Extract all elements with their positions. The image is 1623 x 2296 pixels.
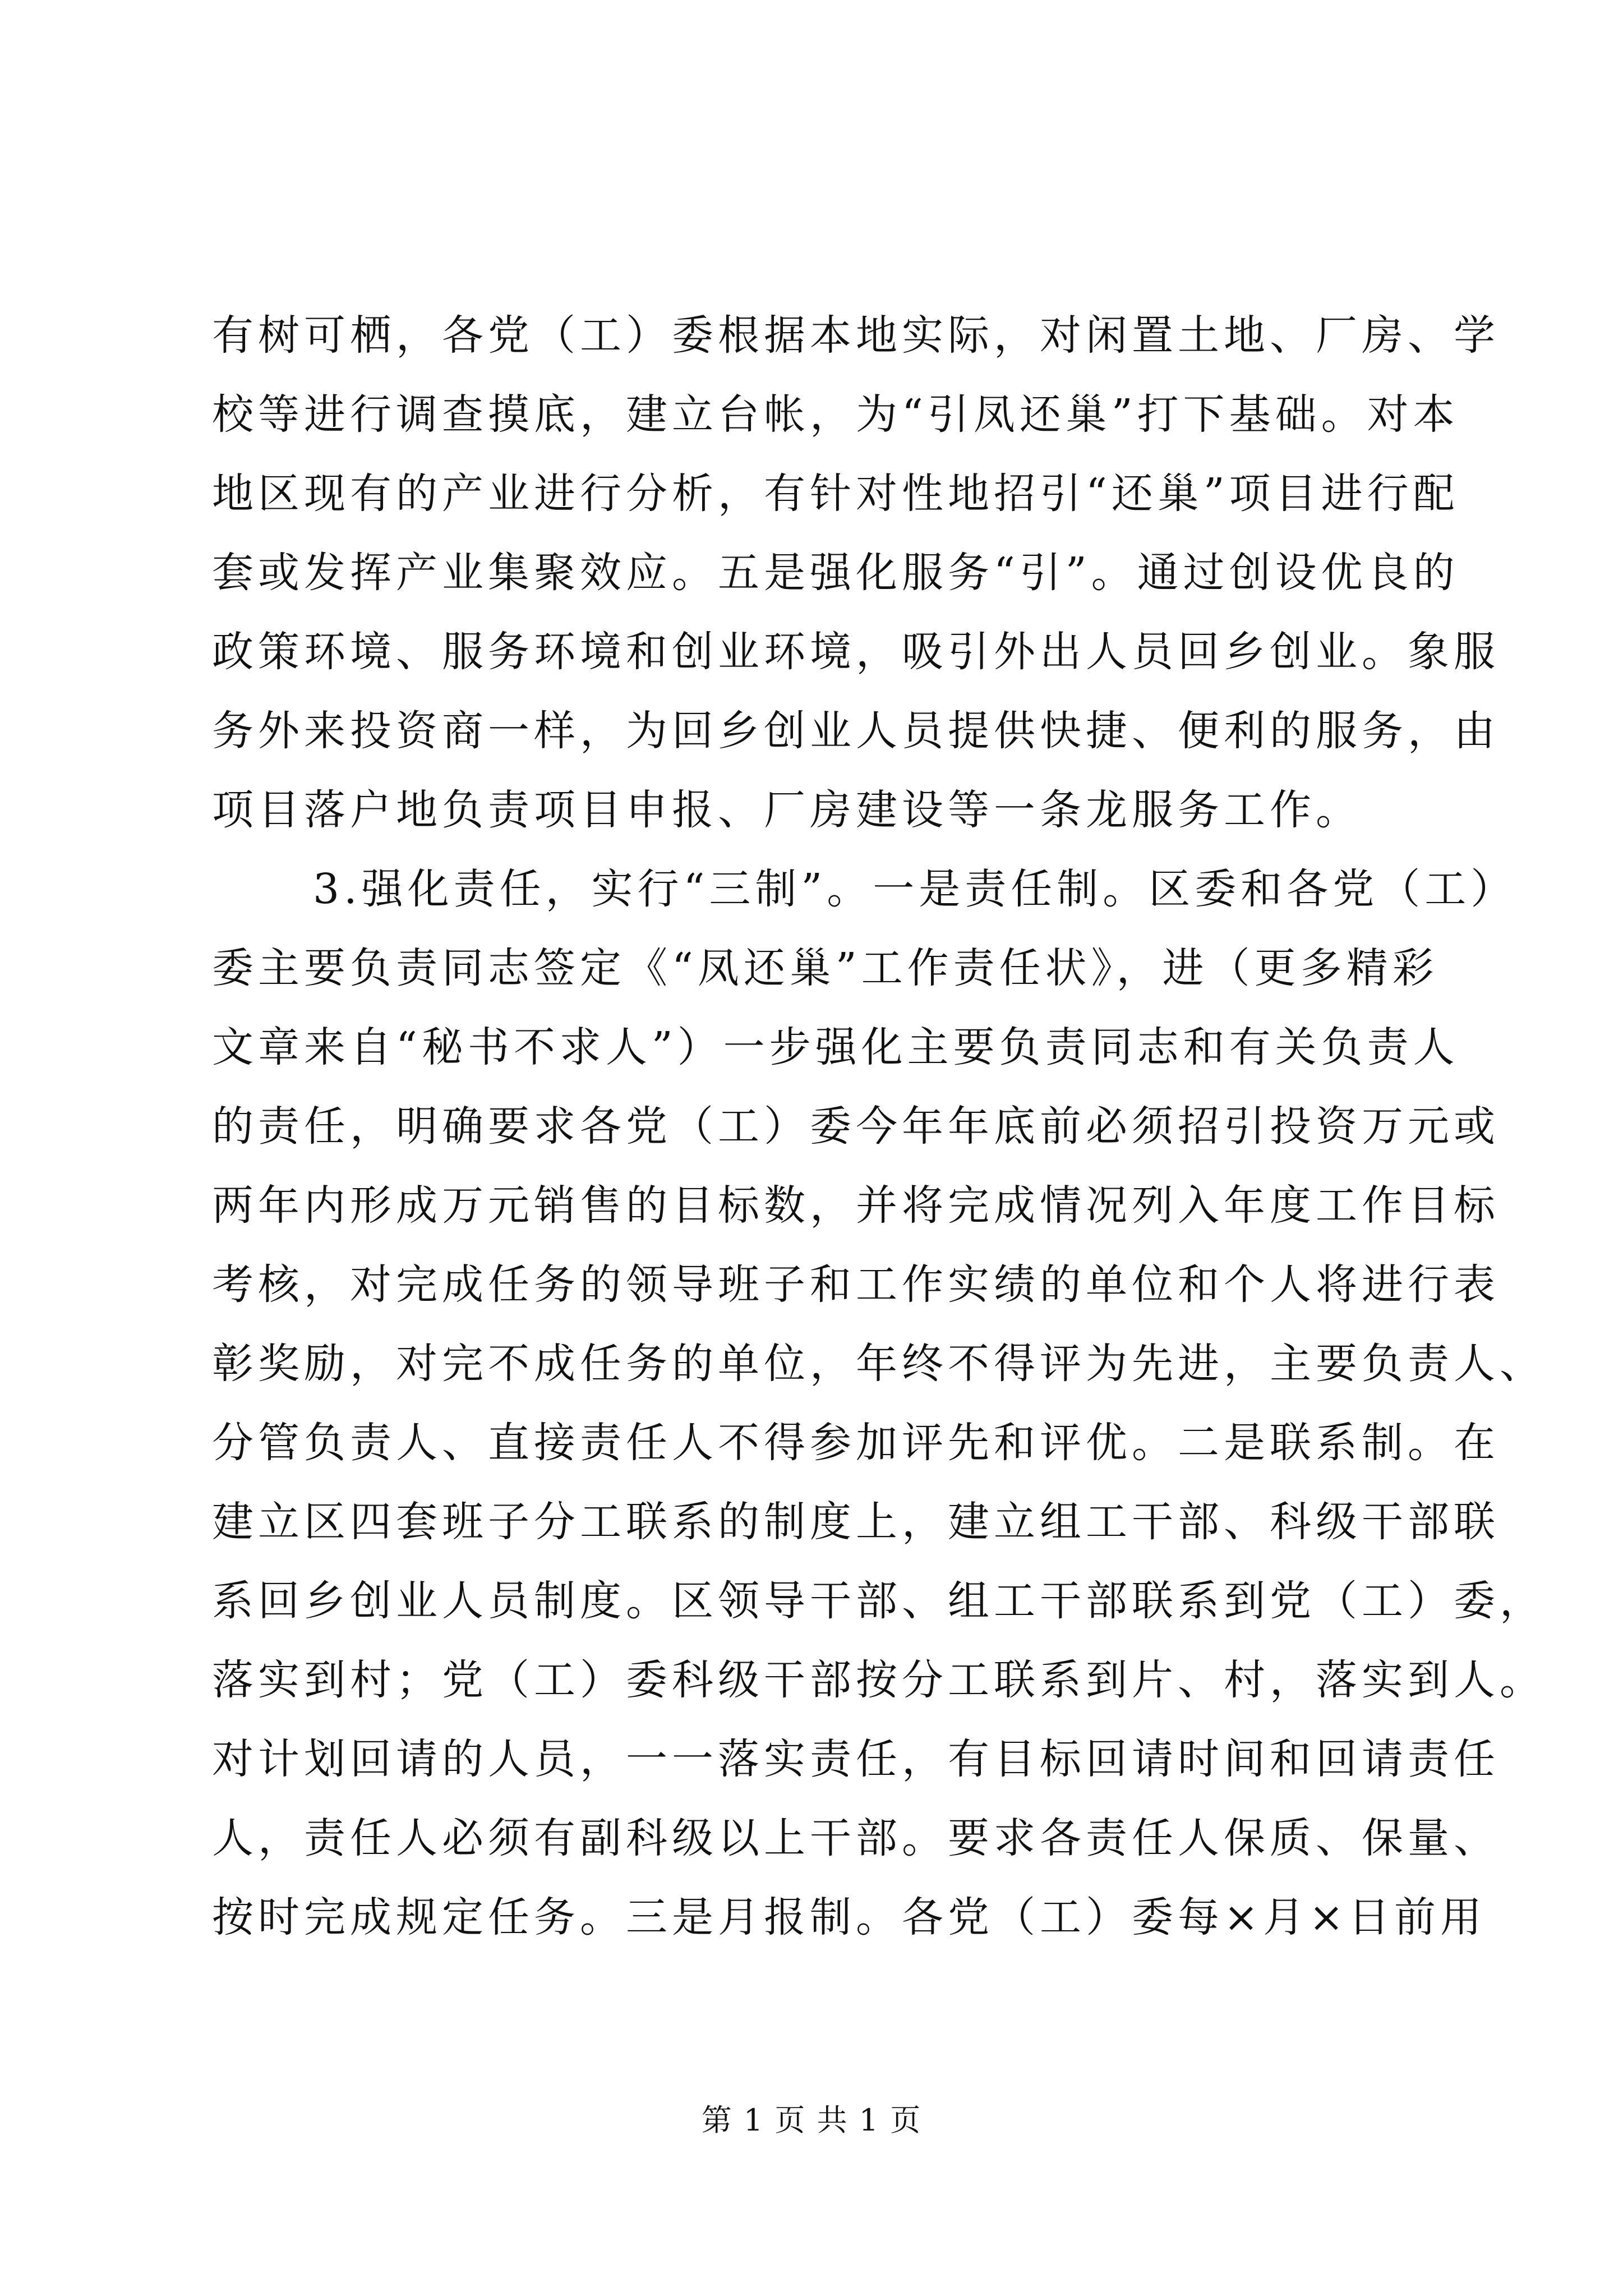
text-line: 政策环境、服务环境和创业环境，吸引外出人员回乡创业。象服 (212, 628, 1500, 676)
text-line: 套或发挥产业集聚效应。五是强化服务“引”。通过创设优良的 (212, 549, 1459, 597)
text-line: 考核，对完成任务的领导班子和工作实绩的单位和个人将进行表 (212, 1260, 1500, 1309)
document-body (212, 296, 1546, 1957)
text-line: 项目落户地负责项目申报、厂房建设等一条龙服务工作。 (212, 786, 1362, 834)
text-line: 两年内形成万元销售的目标数，并将完成情况列入年度工作目标 (212, 1181, 1500, 1230)
text-line: 分管负责人、直接责任人不得参加评先和评优。二是联系制。在 (212, 1419, 1500, 1467)
text-line: 落实到村；党（工）委科级干部按分工联系到片、村，落实到人。 (212, 1656, 1546, 1704)
text-line: 按时完成规定任务。三是月报制。各党（工）委每×月×日前用 (212, 1893, 1487, 1941)
paragraph-start-line: 3.强化责任，实行“三制”。一是责任制。区委和各党（工） (313, 865, 1517, 913)
text-line: 对计划回请的人员，一一落实责任，有目标回请时间和回请责任 (212, 1735, 1500, 1783)
page-number-footer: 第 1 页 共 1 页 (701, 2102, 922, 2138)
text-line: 文章来自“秘书不求人”）一步强化主要负责同志和有关负责人 (212, 1023, 1459, 1071)
text-line: 建立区四套班子分工联系的制度上，建立组工干部、科级干部联 (212, 1498, 1500, 1546)
text-line: 有树可栖，各党（工）委根据本地实际，对闲置土地、厂房、学 (212, 311, 1500, 360)
text-line: 人，责任人必须有副科级以上干部。要求各责任人保质、保量、 (212, 1814, 1500, 1862)
text-line: 校等进行调查摸底，建立台帐，为“引凤还巢”打下基础。对本 (212, 390, 1459, 439)
text-line: 彰奖励，对完不成任务的单位，年终不得评为先进，主要负责人、 (212, 1340, 1546, 1388)
text-line: 地区现有的产业进行分析，有针对性地招引“还巢”项目进行配 (212, 470, 1459, 518)
text-line: 系回乡创业人员制度。区领导干部、组工干部联系到党（工）委， (212, 1577, 1546, 1625)
text-line: 务外来投资商一样，为回乡创业人员提供快捷、便利的服务，由 (212, 707, 1500, 755)
text-line: 委主要负责同志签定《“凤还巢”工作责任状》，进（更多精彩 (212, 944, 1438, 992)
text-line: 的责任，明确要求各党（工）委今年年底前必须招引投资万元或 (212, 1102, 1500, 1151)
